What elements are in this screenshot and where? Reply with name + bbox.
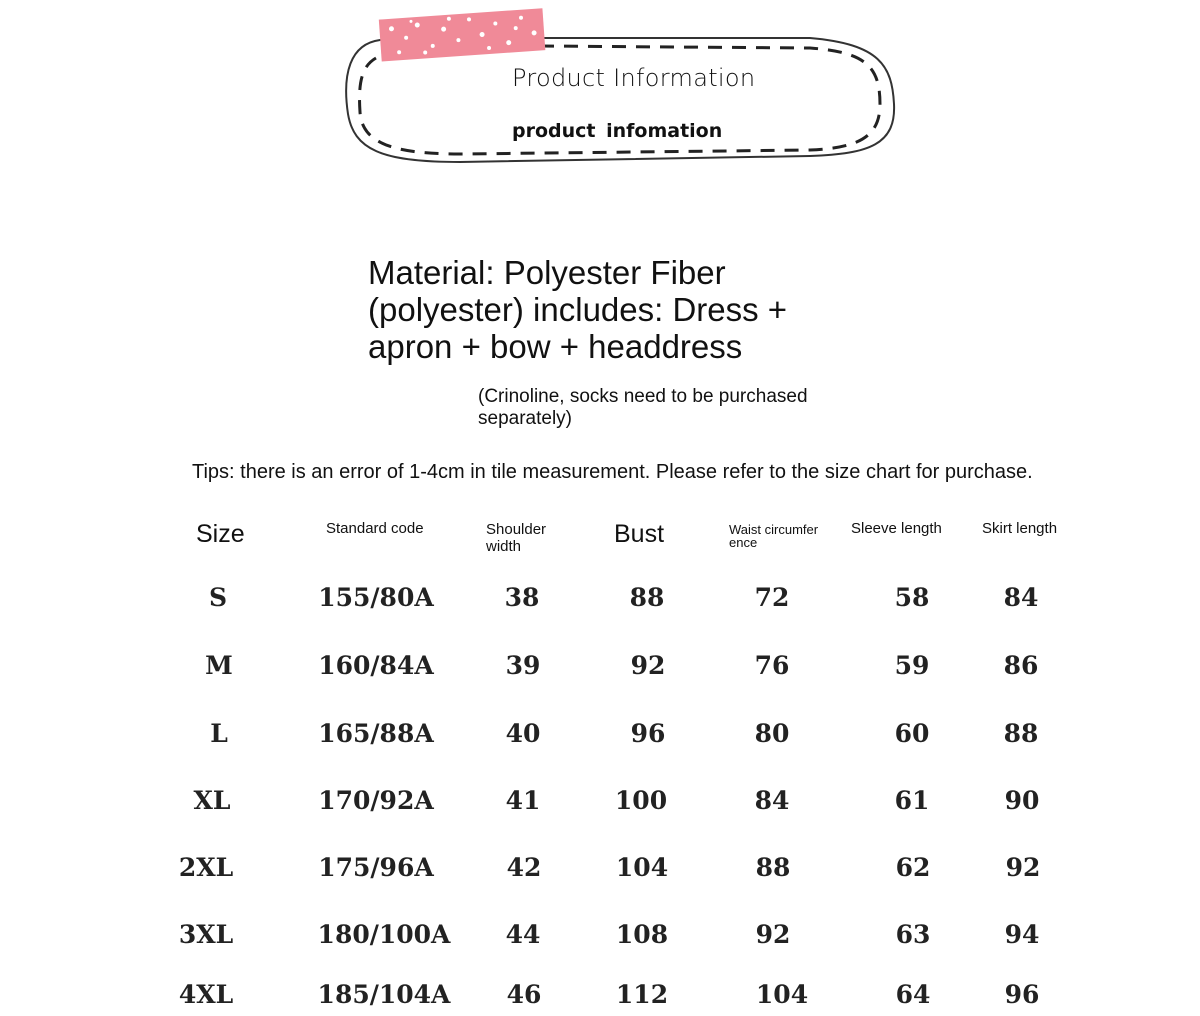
header-sleeve-length: Sleeve length bbox=[851, 520, 942, 537]
header-shoulder-width: Shoulder width bbox=[486, 521, 547, 555]
cell-shoulder: 46 bbox=[506, 980, 542, 1009]
header-standard-code: Standard code bbox=[326, 520, 424, 537]
cell-sleeve: 64 bbox=[895, 980, 931, 1009]
cell-size: 3XL bbox=[178, 920, 234, 949]
cell-size: S bbox=[208, 583, 228, 612]
cell-bust: 96 bbox=[630, 719, 666, 748]
banner-title: Product Information bbox=[512, 64, 756, 92]
purchase-note: (Crinoline, socks need to be purchased separately) bbox=[478, 386, 808, 429]
cell-shoulder: 41 bbox=[505, 786, 541, 815]
header-bust: Bust bbox=[614, 520, 665, 548]
cell-bust: 100 bbox=[614, 786, 668, 815]
cell-standard-code: 155/80A bbox=[318, 583, 434, 612]
cell-bust: 92 bbox=[630, 651, 666, 680]
header-waist: Waist circumference bbox=[729, 522, 819, 550]
cell-shoulder: 40 bbox=[505, 719, 541, 748]
cell-skirt: 96 bbox=[1004, 980, 1040, 1009]
material-description: Material: Polyester Fiber (polyester) includes: Dress + apron + bow + headdress bbox=[368, 254, 788, 365]
cell-waist: 72 bbox=[754, 583, 790, 612]
cell-shoulder: 42 bbox=[506, 853, 542, 882]
cell-standard-code: 185/104A bbox=[317, 980, 451, 1009]
cell-skirt: 92 bbox=[1005, 853, 1041, 882]
banner-subtitle: product infomation bbox=[512, 120, 723, 142]
cell-bust: 108 bbox=[615, 920, 669, 949]
cell-waist: 88 bbox=[755, 853, 791, 882]
cell-waist: 76 bbox=[754, 651, 790, 680]
cell-size: XL bbox=[193, 786, 231, 815]
measurement-tips: Tips: there is an error of 1-4cm in tile measurement. Please refer to the size chart for purchase. bbox=[192, 461, 1033, 483]
cell-sleeve: 60 bbox=[894, 719, 930, 748]
cell-standard-code: 165/88A bbox=[318, 719, 434, 748]
product-info-banner bbox=[340, 4, 900, 174]
cell-waist: 104 bbox=[755, 980, 809, 1009]
header-size: Size bbox=[196, 520, 245, 548]
cell-skirt: 86 bbox=[1003, 651, 1039, 680]
cell-skirt: 90 bbox=[1004, 786, 1040, 815]
cell-bust: 112 bbox=[615, 980, 669, 1009]
cell-waist: 80 bbox=[754, 719, 790, 748]
cell-standard-code: 170/92A bbox=[318, 786, 434, 815]
cell-bust: 88 bbox=[629, 583, 665, 612]
cell-bust: 104 bbox=[615, 853, 669, 882]
cell-sleeve: 62 bbox=[895, 853, 931, 882]
cell-sleeve: 58 bbox=[894, 583, 930, 612]
cell-shoulder: 39 bbox=[505, 651, 541, 680]
cell-standard-code: 160/84A bbox=[318, 651, 434, 680]
cell-sleeve: 61 bbox=[894, 786, 930, 815]
cell-skirt: 94 bbox=[1004, 920, 1040, 949]
cell-waist: 84 bbox=[754, 786, 790, 815]
cell-size: M bbox=[205, 651, 233, 680]
cell-shoulder: 38 bbox=[504, 583, 540, 612]
cell-standard-code: 175/96A bbox=[318, 853, 434, 882]
cell-size: 2XL bbox=[178, 853, 234, 882]
cell-shoulder: 44 bbox=[505, 920, 541, 949]
cell-sleeve: 63 bbox=[895, 920, 931, 949]
cell-sleeve: 59 bbox=[894, 651, 930, 680]
cell-size: 4XL bbox=[178, 980, 234, 1009]
cell-skirt: 84 bbox=[1003, 583, 1039, 612]
cell-skirt: 88 bbox=[1003, 719, 1039, 748]
header-skirt-length: Skirt length bbox=[982, 520, 1058, 537]
cell-size: L bbox=[210, 719, 228, 748]
cell-waist: 92 bbox=[755, 920, 791, 949]
cell-standard-code: 180/100A bbox=[317, 920, 451, 949]
